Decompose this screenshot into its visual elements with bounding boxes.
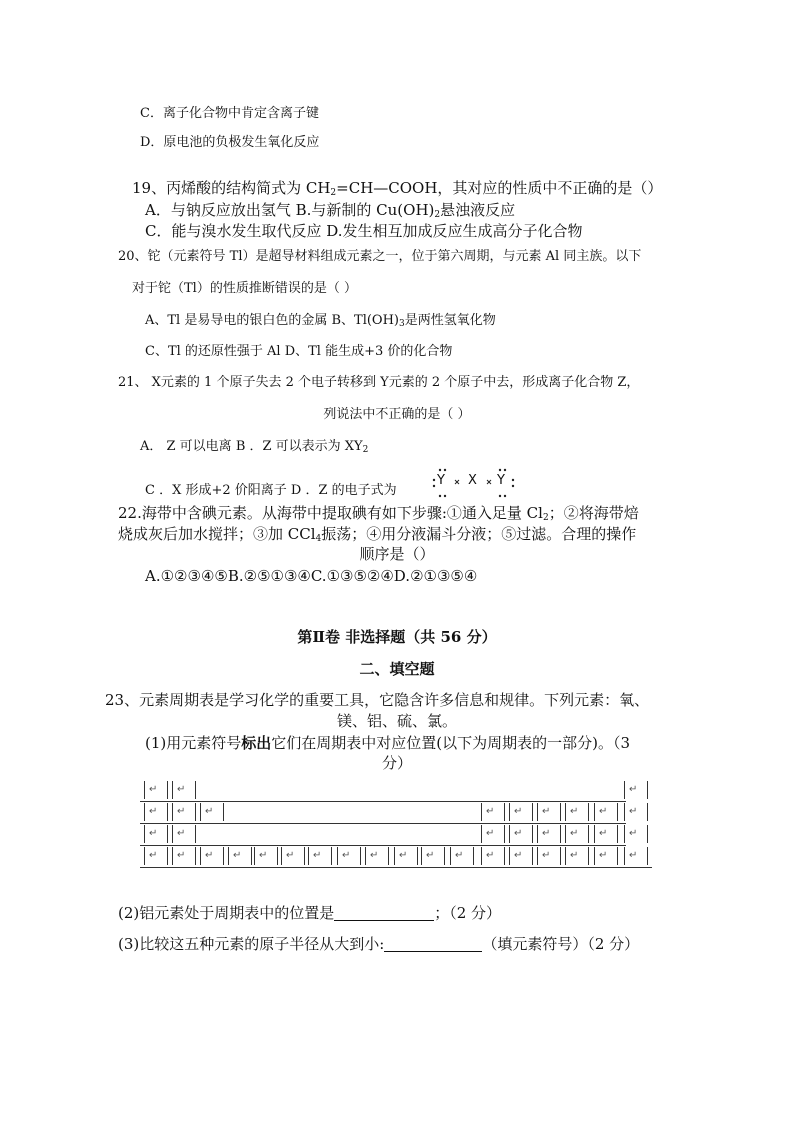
table-cell[interactable]: ↵	[509, 803, 533, 821]
table-cell[interactable]: ↵	[421, 847, 445, 865]
q21-options-ab: A． Z 可以电离 B ．Z 可以表示为 $XY_2$	[140, 439, 369, 455]
q21-options-cd: C ．X 形成+2 价阳离子 D ．Z 的电子式为	[145, 483, 397, 498]
table-cell[interactable]: ↵	[624, 781, 648, 799]
table-rule	[140, 801, 626, 802]
table-cell[interactable]: ↵	[594, 803, 618, 821]
q20-options-ab: A、Tl 是易导电的银白色的金属 B、$Tl(OH)_3$是两性氢氧化物	[145, 313, 496, 329]
table-cell[interactable]: ↵	[144, 825, 168, 843]
lewis-structure-z	[430, 466, 520, 502]
q23-part1-line1: (1)用元素符号标出它们在周期表中对应位置(以下为周期表的一部分)。（3	[145, 734, 631, 752]
q20-stem-line1: 20、铊（元素符号 Tl）是超导材料组成元素之一，位于第六周期，与元素 Al 同主族。以下	[118, 249, 642, 264]
table-cell[interactable]: ↵	[144, 847, 168, 865]
table-cell[interactable]: ↵	[172, 847, 196, 865]
table-cell[interactable]: ↵	[172, 781, 196, 799]
periodic-table-fragment	[140, 781, 652, 869]
q18-option-c: C．离子化合物中肯定含离子键	[140, 106, 319, 121]
q22-options: A.①②③④⑤B.②⑤①③④C.①③⑤②④D.②①③⑤④	[145, 567, 478, 585]
q23-part1-line2: 分）	[381, 754, 412, 772]
table-cell[interactable]: ↵	[172, 825, 196, 843]
q20-stem-line2: 对于铊（Tl）的性质推断错误的是（ ）	[132, 281, 357, 296]
table-cell[interactable]: ↵	[172, 803, 196, 821]
q21-stem-line1: 21、 X元素的 1 个原子失去 2 个电子转移到 Y元素的 2 个原子中去，形成离子化合物 Z，	[118, 375, 640, 390]
table-cell[interactable]: ↵	[594, 825, 618, 843]
table-cell[interactable]: ↵	[624, 803, 648, 821]
table-cell[interactable]: ↵	[509, 847, 533, 865]
table-cell[interactable]: ↵	[450, 847, 474, 865]
table-cell[interactable]: ↵	[481, 847, 505, 865]
q20-options-cd: C、Tl 的还原性强于 Al D、Tl 能生成+3 价的化合物	[145, 344, 453, 359]
table-cell[interactable]: ↵	[481, 803, 505, 821]
lewis-x: X	[468, 473, 478, 488]
table-rule	[140, 823, 626, 824]
q23-stem-line2: 镁、铝、硫、氯。	[336, 712, 457, 730]
table-cell[interactable]: ↵	[509, 825, 533, 843]
q19-stem: 19、丙烯酸的结构简式为 $CH_2=CH—COOH$，其对应的性质中不正确的是（）	[132, 179, 663, 198]
table-cell[interactable]: ↵	[200, 803, 224, 821]
section-subtitle: 二、填空题	[359, 660, 435, 678]
table-cell[interactable]: ↵	[565, 803, 589, 821]
table-cell[interactable]: ↵	[144, 803, 168, 821]
table-cell[interactable]: ↵	[281, 847, 305, 865]
lewis-y-left: Y	[437, 473, 446, 488]
table-cell[interactable]: ↵	[200, 847, 224, 865]
q23-part3: (3)比较这五种元素的原子半径从大到小: （填元素符号）（2 分）	[118, 935, 640, 953]
table-cell[interactable]: ↵	[565, 825, 589, 843]
answer-blank-3[interactable]	[384, 937, 482, 952]
q22-stem-line3: 顺序是（）	[359, 545, 435, 563]
q21-stem-line2: 列说法中不正确的是（ ）	[323, 407, 471, 422]
q19-options-cd: C．能与溴水发生取代反应 D.发生相互加成反应生成高分子化合物	[145, 222, 583, 240]
section-title: 第Ⅱ卷 非选择题（共 56 分）	[297, 628, 497, 646]
table-cell[interactable]: ↵	[594, 847, 618, 865]
table-cell[interactable]: ↵	[394, 847, 418, 865]
q23-part2: (2)铝元素处于周期表中的位置是 ；（2 分）	[118, 904, 502, 922]
table-cell[interactable]: ↵	[228, 847, 252, 865]
table-cell[interactable]: ↵	[254, 847, 278, 865]
lewis-y-right: Y	[497, 473, 506, 488]
table-rule	[140, 845, 626, 846]
table-cell[interactable]: ↵	[481, 825, 505, 843]
table-cell[interactable]: ↵	[144, 781, 168, 799]
table-cell[interactable]: ↵	[365, 847, 389, 865]
table-rule	[140, 867, 652, 868]
q22-stem-line2: 烧成灰后加水搅拌；③加 CCl$_4$振荡；④用分液漏斗分液；⑤过滤。合理的操作	[118, 525, 637, 544]
q19-options-ab: A．与钠反应放出氢气 B.与新制的 $Cu(OH)_2$悬浊液反应	[145, 201, 516, 220]
q22-stem-line1: 22.海带中含碘元素。从海带中提取碘有如下步骤:①通入足量 $Cl_2$；②将海带焙	[118, 504, 639, 523]
q23-stem-line1: 23、元素周期表是学习化学的重要工具，它隐含许多信息和规律。下列元素：氧、	[105, 691, 650, 709]
table-cell[interactable]: ↵	[624, 825, 648, 843]
table-cell[interactable]: ↵	[308, 847, 332, 865]
answer-blank-2[interactable]	[334, 906, 434, 921]
table-cell[interactable]: ↵	[565, 847, 589, 865]
table-cell[interactable]: ↵	[624, 847, 648, 865]
table-cell[interactable]: ↵	[537, 825, 561, 843]
table-cell[interactable]: ↵	[537, 847, 561, 865]
table-cell[interactable]: ↵	[537, 803, 561, 821]
table-cell[interactable]: ↵	[337, 847, 361, 865]
q18-option-d: D．原电池的负极发生氧化反应	[140, 135, 320, 150]
